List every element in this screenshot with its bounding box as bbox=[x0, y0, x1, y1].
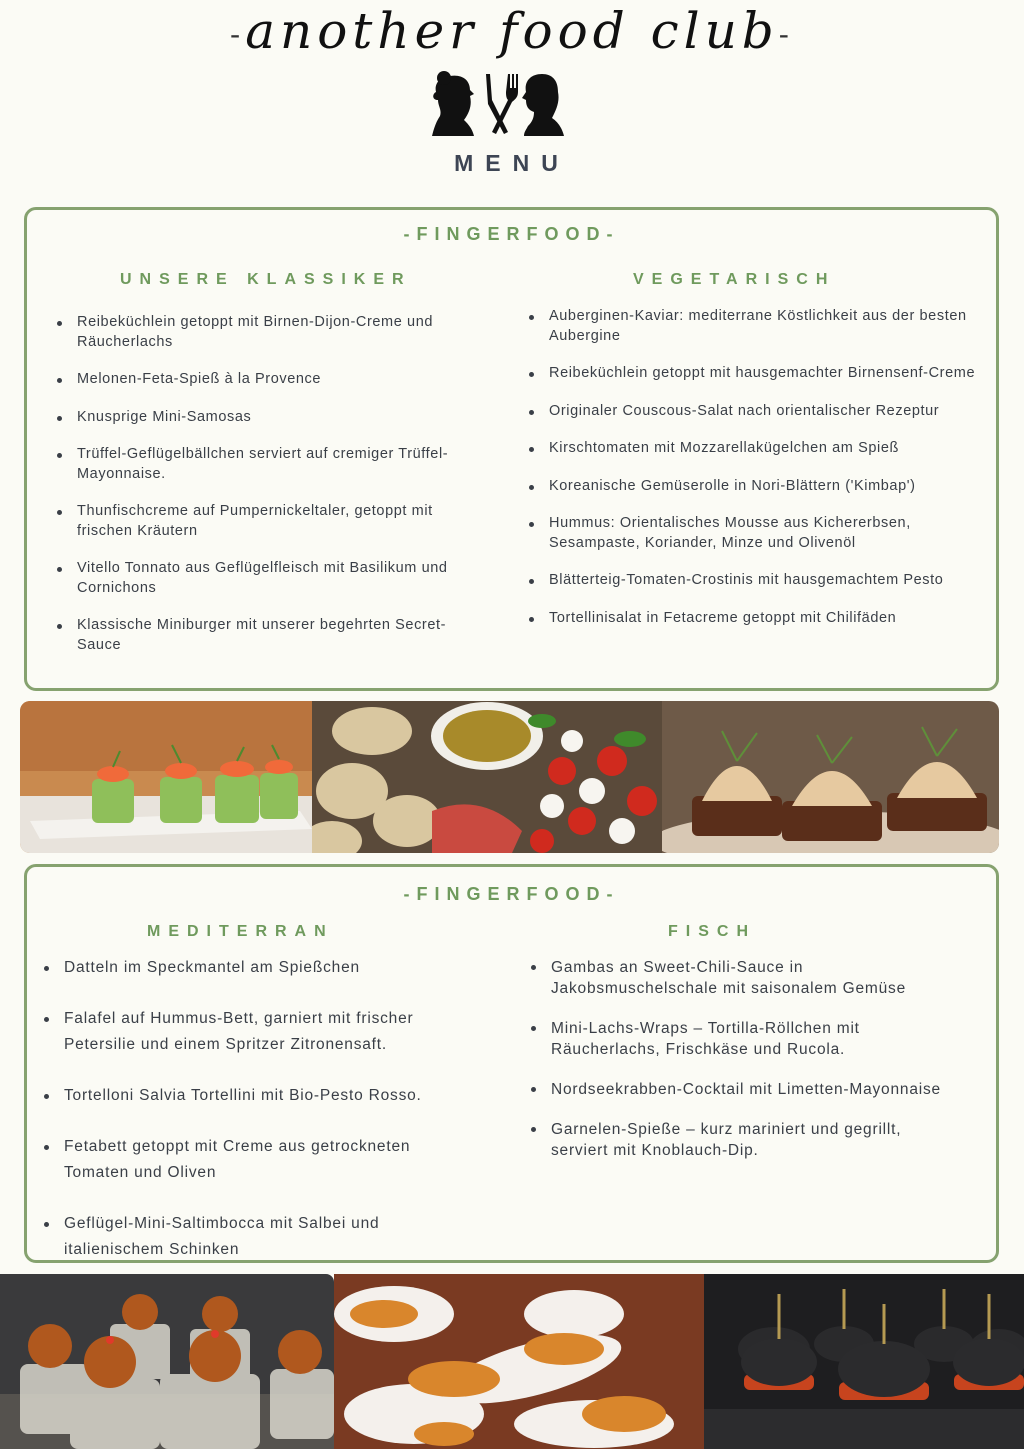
column-title-mediterran: MEDITERRAN bbox=[147, 923, 334, 940]
brand-title bbox=[0, 2, 1024, 60]
klassiker-list bbox=[57, 313, 457, 655]
vegetarisch-list bbox=[529, 307, 989, 628]
column-title-klassiker: UNSERE KLASSIKER bbox=[120, 271, 412, 288]
list-item: Koreanische Gemüserolle in Nori-Blättern ('Kimbap') bbox=[529, 477, 989, 497]
list-item: Garnelen-Spieße – kurz mariniert und gegrillt, serviert mit Knoblauch-Dip. bbox=[531, 1119, 961, 1161]
list-item: Tortelloni Salvia Tortellini mit Bio-Pesto Rosso. bbox=[44, 1083, 464, 1109]
column-title-vegetarisch: VEGETARISCH bbox=[633, 271, 836, 288]
list-item: Melonen-Feta-Spieß à la Provence bbox=[57, 370, 457, 390]
photo-tortellini-caprese-platter bbox=[312, 701, 662, 853]
photo-cucumber-salmon-bites bbox=[20, 701, 312, 853]
brand-name: another food club bbox=[245, 2, 779, 60]
list-item: Kirschtomaten mit Mozzarellakügelchen am Spieß bbox=[529, 439, 989, 459]
brand-dash-left: - bbox=[230, 17, 246, 53]
list-item: Thunfischcreme auf Pumpernickeltaler, getoppt mit frischen Kräutern bbox=[57, 502, 457, 541]
fingerfood-panel-1 bbox=[24, 207, 999, 691]
panel-title: -FINGERFOOD- bbox=[403, 884, 620, 904]
list-item: Reibeküchlein getoppt mit Birnen-Dijon-Creme und Räucherlachs bbox=[57, 313, 457, 352]
fingerfood-panel-2 bbox=[24, 864, 999, 1263]
menu-title: MENU bbox=[454, 150, 570, 176]
list-item: Falafel auf Hummus-Bett, garniert mit frischer Petersilie und einem Spritzer Zitronensaft. bbox=[44, 1006, 464, 1058]
photo-arancini-glasses bbox=[0, 1274, 334, 1449]
list-item: Tortellinisalat in Fetacreme getoppt mit Chilifäden bbox=[529, 609, 989, 629]
list-item: Knusprige Mini-Samosas bbox=[57, 408, 457, 428]
header bbox=[0, 0, 1024, 190]
list-item: Reibeküchlein getoppt mit hausgemachter Birnensenf-Creme bbox=[529, 364, 989, 384]
panel-title: -FINGERFOOD- bbox=[403, 224, 620, 244]
photo-fried-shrimp-spoons bbox=[334, 1274, 704, 1449]
list-item: Hummus: Orientalisches Mousse aus Kichererbsen, Sesampaste, Koriander, Minze und Olivenöl bbox=[529, 514, 989, 553]
list-item: Vitello Tonnato aus Geflügelfleisch mit Basilikum und Cornichons bbox=[57, 559, 457, 598]
column-title-fisch: FISCH bbox=[668, 923, 756, 940]
brand-dash-right: - bbox=[778, 17, 794, 53]
list-item: Trüffel-Geflügelbällchen serviert auf cremiger Trüffel-Mayonnaise. bbox=[57, 445, 457, 484]
list-item: Mini-Lachs-Wraps – Tortilla-Röllchen mit Räucherlachs, Frischkäse und Rucola. bbox=[531, 1018, 961, 1060]
list-item: Nordseekrabben-Cocktail mit Limetten-Mayonnaise bbox=[531, 1079, 961, 1100]
photo-black-bun-miniburgers bbox=[704, 1274, 1024, 1449]
list-item: Blätterteig-Tomaten-Crostinis mit hausgemachtem Pesto bbox=[529, 571, 989, 591]
list-item: Gambas an Sweet-Chili-Sauce in Jakobsmuschelschale mit saisonalem Gemüse bbox=[531, 957, 961, 999]
list-item: Fetabett getoppt mit Creme aus getrockneten Tomaten und Oliven bbox=[44, 1134, 464, 1186]
list-item: Originaler Couscous-Salat nach orientalischer Rezeptur bbox=[529, 402, 989, 422]
list-item: Datteln im Speckmantel am Spießchen bbox=[44, 955, 464, 981]
club-logo-icon bbox=[430, 70, 566, 136]
list-item: Klassische Miniburger mit unserer begehrten Secret-Sauce bbox=[57, 616, 457, 655]
list-item: Geflügel-Mini-Saltimbocca mit Salbei und italienischem Schinken bbox=[44, 1211, 464, 1263]
list-item: Auberginen-Kaviar: mediterrane Köstlichkeit aus der besten Aubergine bbox=[529, 307, 989, 346]
photo-pumpernickel-cream-bites bbox=[662, 701, 999, 853]
mediterran-list bbox=[44, 955, 464, 1263]
fisch-list bbox=[531, 957, 961, 1161]
